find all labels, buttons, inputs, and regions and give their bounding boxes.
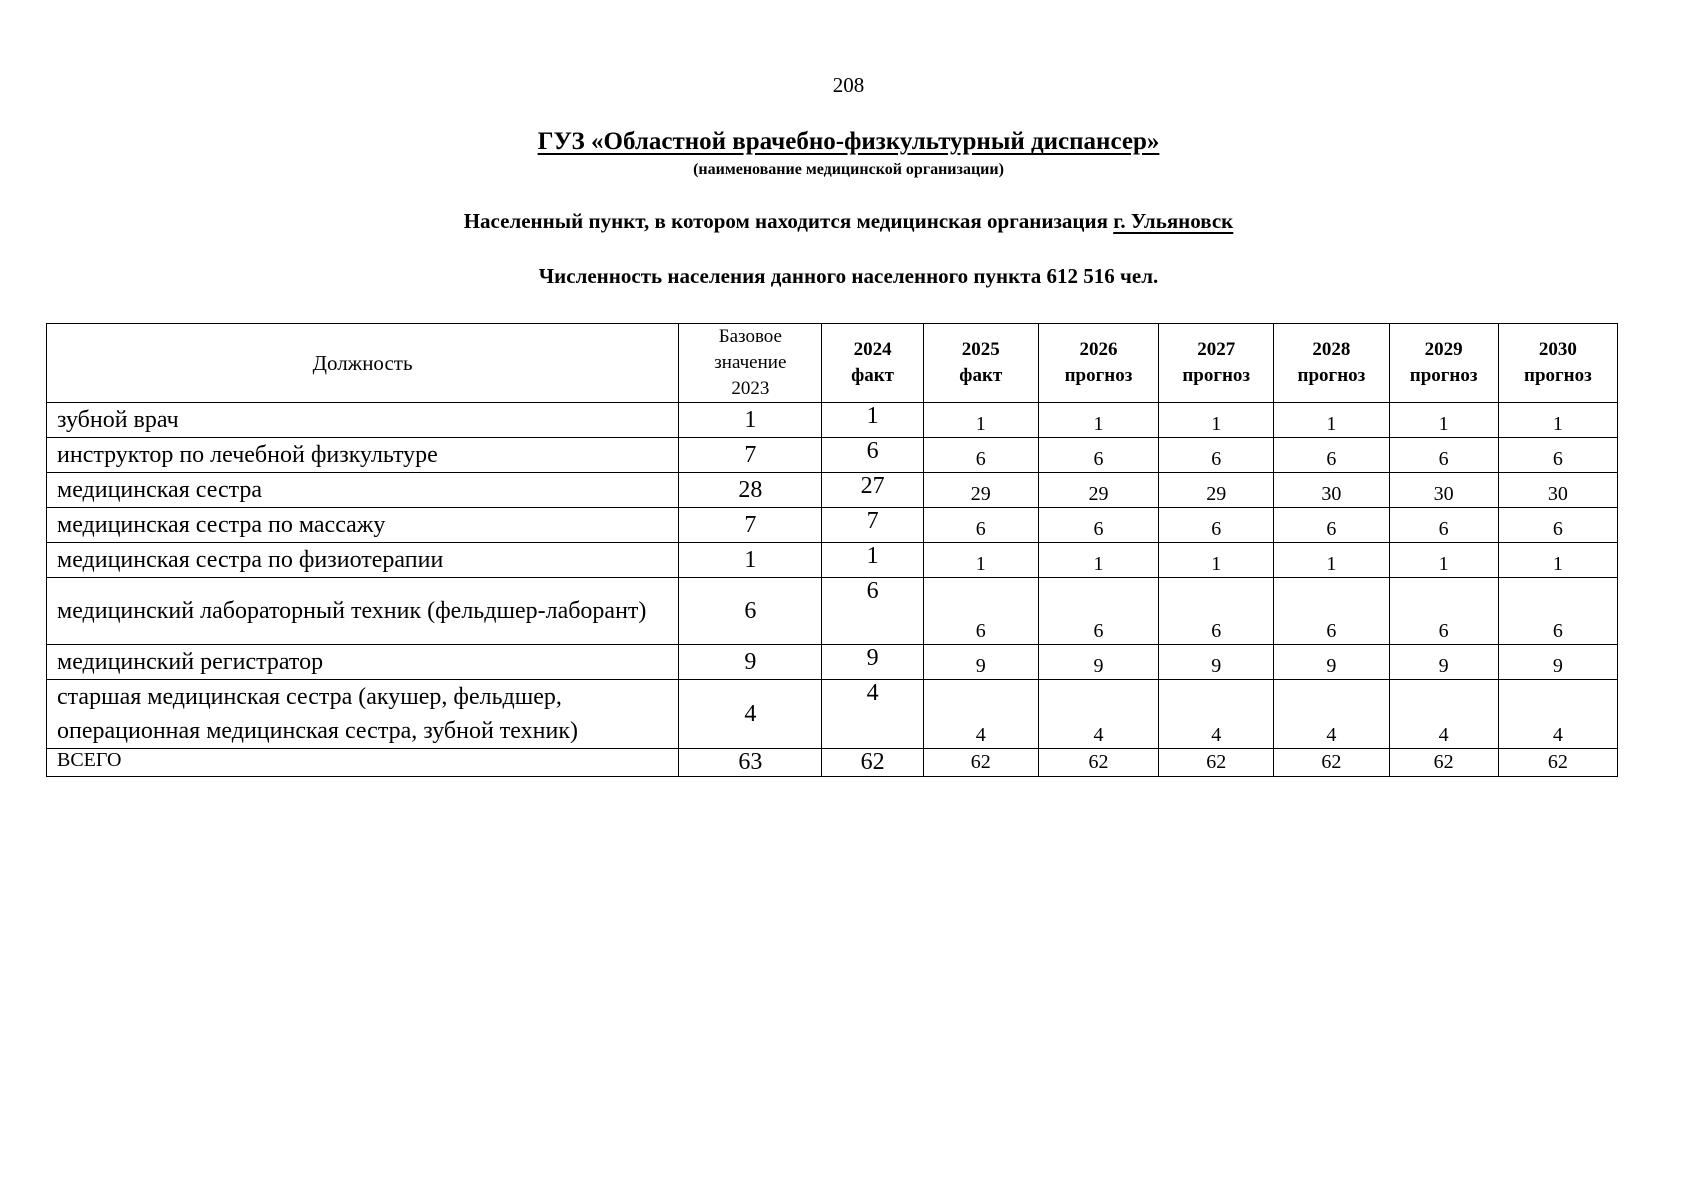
cell-2025: 6 [923, 438, 1038, 473]
cell-base: 7 [679, 508, 822, 543]
cell-2025: 6 [923, 578, 1038, 645]
cell-2024: 6 [822, 578, 923, 645]
cell-base: 7 [679, 438, 822, 473]
cell-2028: 1 [1274, 403, 1389, 438]
cell-2029: 1 [1389, 543, 1498, 578]
cell-2027: 1 [1159, 403, 1274, 438]
header-year-2025 [923, 324, 1038, 403]
header-kind: прогноз [1064, 365, 1133, 386]
cell-total-2029: 62 [1389, 749, 1498, 777]
header-kind: прогноз [1182, 365, 1251, 386]
cell-total-2024: 62 [822, 749, 923, 777]
header-year-2027 [1159, 324, 1274, 403]
cell-base: 6 [679, 578, 822, 645]
cell-position: зубной врач [47, 403, 679, 438]
cell-2027: 29 [1159, 473, 1274, 508]
cell-total-2025: 62 [923, 749, 1038, 777]
header-kind: факт [851, 365, 895, 386]
header-base-line: Базовое [718, 326, 782, 347]
cell-2026: 4 [1038, 680, 1158, 749]
cell-2030: 4 [1498, 680, 1617, 749]
cell-2024: 7 [822, 508, 923, 543]
cell-total-2026: 62 [1038, 749, 1158, 777]
header-base-value [679, 324, 822, 403]
cell-2026: 9 [1038, 645, 1158, 680]
cell-base: 9 [679, 645, 822, 680]
cell-base: 4 [679, 680, 822, 749]
cell-2025: 29 [923, 473, 1038, 508]
cell-2027: 6 [1159, 578, 1274, 645]
header-year: 2027 [1197, 339, 1236, 360]
cell-2024: 4 [822, 680, 923, 749]
cell-2024: 27 [822, 473, 923, 508]
cell-position: медицинский регистратор [47, 645, 679, 680]
header-base-line: 2023 [731, 378, 770, 399]
header-year-2026 [1038, 324, 1158, 403]
cell-2025: 4 [923, 680, 1038, 749]
locality-line [0, 209, 1697, 234]
cell-position: медицинский лабораторный техник (фельдшер-лаборант) [47, 578, 679, 645]
header-year-2028 [1274, 324, 1389, 403]
cell-base: 1 [679, 543, 822, 578]
cell-2027: 6 [1159, 438, 1274, 473]
table-row [47, 438, 1618, 473]
cell-2028: 1 [1274, 543, 1389, 578]
cell-2029: 6 [1389, 508, 1498, 543]
cell-2026: 6 [1038, 578, 1158, 645]
organization-title [0, 128, 1697, 156]
cell-2029: 6 [1389, 438, 1498, 473]
cell-2028: 30 [1274, 473, 1389, 508]
cell-2027: 1 [1159, 543, 1274, 578]
header-position: Должность [47, 324, 679, 403]
table-row [47, 543, 1618, 578]
locality-city: г. Ульяновск [1113, 209, 1234, 233]
cell-2029: 6 [1389, 578, 1498, 645]
header-kind: прогноз [1409, 365, 1478, 386]
cell-2025: 1 [923, 543, 1038, 578]
cell-total-2030: 62 [1498, 749, 1617, 777]
cell-2026: 29 [1038, 473, 1158, 508]
population-line: Численность населения данного населенного пункта 612 516 чел. [538, 264, 1159, 288]
header-year: 2024 [853, 339, 892, 360]
cell-2026: 6 [1038, 438, 1158, 473]
cell-position: медицинская сестра по массажу [47, 508, 679, 543]
cell-2028: 4 [1274, 680, 1389, 749]
cell-position: медицинская сестра [47, 473, 679, 508]
table-row [47, 578, 1618, 645]
cell-base: 28 [679, 473, 822, 508]
cell-total-2028: 62 [1274, 749, 1389, 777]
table-header-row [47, 324, 1618, 403]
cell-position: медицинская сестра по физиотерапии [47, 543, 679, 578]
cell-2024: 1 [822, 543, 923, 578]
cell-2029: 1 [1389, 403, 1498, 438]
table-total-row [47, 749, 1618, 777]
table-row [47, 508, 1618, 543]
cell-2024: 6 [822, 438, 923, 473]
header-year: 2028 [1312, 339, 1351, 360]
cell-2028: 9 [1274, 645, 1389, 680]
cell-2026: 6 [1038, 508, 1158, 543]
cell-2028: 6 [1274, 508, 1389, 543]
header-year-2029 [1389, 324, 1498, 403]
header-year-2024 [822, 324, 923, 403]
cell-2025: 1 [923, 403, 1038, 438]
cell-2025: 6 [923, 508, 1038, 543]
table-row [47, 645, 1618, 680]
cell-2030: 6 [1498, 438, 1617, 473]
cell-2028: 6 [1274, 438, 1389, 473]
header-year: 2030 [1538, 339, 1577, 360]
cell-2030: 9 [1498, 645, 1617, 680]
cell-2029: 4 [1389, 680, 1498, 749]
cell-2027: 9 [1159, 645, 1274, 680]
header-year: 2025 [961, 339, 1000, 360]
cell-2030: 30 [1498, 473, 1617, 508]
header-year: 2029 [1424, 339, 1463, 360]
cell-2026: 1 [1038, 543, 1158, 578]
header-base-line: значение [714, 352, 787, 373]
cell-2027: 6 [1159, 508, 1274, 543]
header-kind: прогноз [1297, 365, 1366, 386]
header-kind: прогноз [1524, 365, 1592, 386]
locality-label: Населенный пункт, в котором находится медицинская организация [463, 209, 1108, 233]
table-row [47, 473, 1618, 508]
page-number: 208 [832, 73, 865, 97]
cell-2030: 1 [1498, 543, 1617, 578]
cell-2028: 6 [1274, 578, 1389, 645]
cell-total-label: ВСЕГО [47, 749, 679, 777]
table-row [47, 403, 1618, 438]
cell-position: инструктор по лечебной физкультуре [47, 438, 679, 473]
cell-2026: 1 [1038, 403, 1158, 438]
header-kind: факт [959, 365, 1003, 386]
organization-name: ГУЗ «Областной врачебно-физкультурный диспансер» [537, 128, 1160, 155]
header-year: 2026 [1079, 339, 1118, 360]
cell-2024: 9 [822, 645, 923, 680]
organization-caption: (наименование медицинской организации) [693, 161, 1004, 178]
cell-2030: 1 [1498, 403, 1617, 438]
staff-table [46, 323, 1618, 777]
cell-2025: 9 [923, 645, 1038, 680]
cell-2030: 6 [1498, 508, 1617, 543]
cell-2024: 1 [822, 403, 923, 438]
cell-2027: 4 [1159, 680, 1274, 749]
cell-2030: 6 [1498, 578, 1617, 645]
cell-2029: 9 [1389, 645, 1498, 680]
table-row [47, 680, 1618, 749]
cell-position: старшая медицинская сестра (акушер, фельдшер, операционная медицинская сестра, зубной техник) [47, 680, 679, 749]
cell-base: 1 [679, 403, 822, 438]
cell-total-2027: 62 [1159, 749, 1274, 777]
cell-total-base: 63 [679, 749, 822, 777]
header-year-2030 [1498, 324, 1617, 403]
cell-2029: 30 [1389, 473, 1498, 508]
